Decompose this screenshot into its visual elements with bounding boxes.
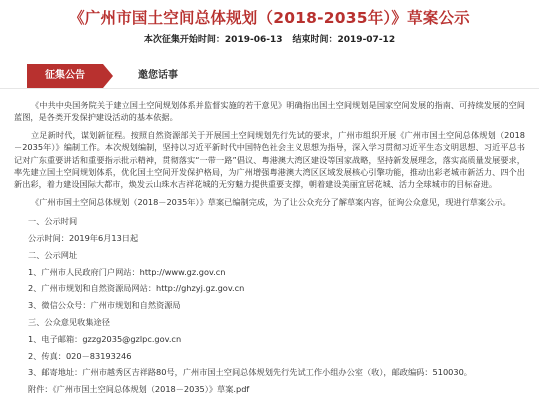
site-item-wechat: 3、微信公众号：广州市规划和自然资源局: [28, 300, 181, 311]
paragraph-background: 立足新时代，谋划新征程。按照自然资源部关于开展国土空间规划先行先试的要求，广州市组织开展《广州市国土空间总体规划（2018－2035年）》编制工作。本次规划编制，坚持以习近平新时代中国特色社会主义思想为指导，深入学习贯彻习近平生态文明思想、习近平总书记对广东重要讲话和重要指示批示精神，贯彻落实“一带一路”倡议、粤港澳大湾区建设等国家战略，坚持新发展理念，落实高质量发展要求，率先建立国土空间规划体系，优化国土空间开发保护格局，为广州增强粤港澳大湾区区域发展核心引擎功能，推动出彩老城市新活力、四个出新出彩，着力建设国际大都市，焕发云山珠水吉祥花城的无穷魅力提供重要支撑，朝着建设美丽宜居花城、活力全球城市的目标奋进。: [14, 129, 525, 190]
feedback-mail-address: 3、邮寄地址：广州市越秀区吉祥路80号，广州市国土空间总体规划先行先试工作小组办公室（收），邮政编码：510030。: [28, 367, 472, 378]
site-item-gov-portal[interactable]: 1、广州市人民政府门户网站：http://www.gz.gov.cn: [28, 266, 226, 277]
start-label: 本次征集开始时间：: [143, 35, 225, 45]
section-heading-feedback: 三、公众意见收集途径: [28, 317, 110, 328]
end-label: 结束时间：: [292, 35, 338, 45]
site-item-planning-bureau[interactable]: 2、广州市规划和自然资源局网站：http://ghzyj.gz.gov.cn: [28, 283, 245, 294]
tab-bar: [0, 64, 539, 89]
feedback-fax: 2、传真：020－83193246: [28, 350, 132, 361]
period-value: 公示时间：2019年6月13日起: [28, 233, 139, 244]
announcement-body: [0, 89, 539, 398]
page-title: 《广州市国土空间总体规划（2018-2035年）》草案公示: [69, 9, 470, 27]
paragraph-intro: 《中共中央国务院关于建立国土空间规划体系并监督实施的若干意见》明确指出国土空间规划是国家空间发展的指南、可持续发展的空间蓝图，是各类开发保护建设活动的基本依据。: [14, 100, 525, 123]
attachment-link[interactable]: 附件：《广州市国土空间总体规划（2018－2035）》草案.pdf: [28, 384, 250, 395]
tab-invite-discussion[interactable]: 邀您话事: [138, 70, 178, 81]
feedback-email[interactable]: 1、电子邮箱：gzzg2035@gzlpc.gov.cn: [28, 333, 182, 344]
start-date: 2019-06-13: [224, 35, 283, 45]
section-heading-period: 一、公示时间: [28, 216, 78, 227]
end-date: 2019-07-12: [337, 35, 396, 45]
paragraph-notice: 《广州市国土空间总体规划（2018－2035年）》草案已编制完成，为了让公众充分了解草案内容，征询公众意见，现进行草案公示。: [31, 196, 511, 207]
tab-announcement[interactable]: 征集公告: [27, 64, 103, 88]
collection-dates: [0, 30, 539, 50]
section-heading-sites: 二、公示网址: [28, 249, 78, 260]
